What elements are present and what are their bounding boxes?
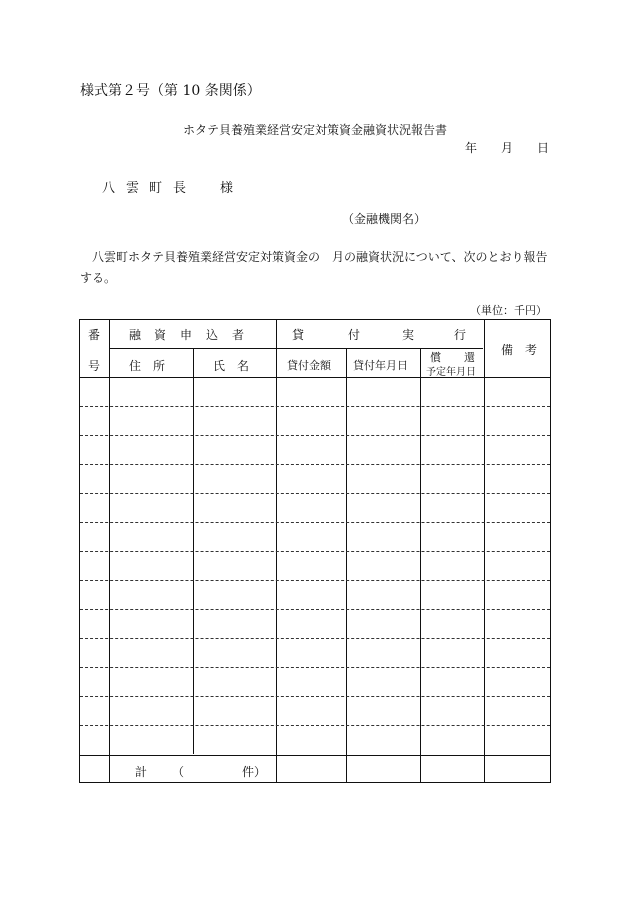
footer-paren-open: （ xyxy=(172,765,185,779)
header-repayment-sub: 予定年月日 xyxy=(426,367,476,378)
header-applicant-char: 込 xyxy=(206,328,219,342)
header-repayment-char: 償 xyxy=(430,351,441,364)
addressee-char: 長 xyxy=(173,181,187,196)
header-lending-char: 貸 xyxy=(292,328,305,342)
header-number-top: 番 xyxy=(88,328,101,342)
header-applicant-char: 資 xyxy=(154,328,167,342)
header-lending-char: 実 xyxy=(402,328,415,342)
header-loan-amount: 貸付金額 xyxy=(287,359,331,372)
addressee-char: 八 xyxy=(102,181,116,196)
header-applicant-char: 融 xyxy=(129,328,142,342)
footer-total-label: 計 xyxy=(135,765,148,779)
header-address: 住 所 xyxy=(129,359,166,373)
document-title: ホタテ貝養殖業経営安定対策資金融資状況報告書 xyxy=(182,123,447,137)
header-applicant-char: 者 xyxy=(232,328,245,342)
header-remarks: 備 考 xyxy=(501,343,538,357)
body-text: 八雲町ホタテ貝養殖業経営安定対策資金の 月の融資状況について、次のとおり報告する。 xyxy=(80,250,548,285)
date-month-label: 月 xyxy=(501,141,514,155)
addressee-honorific: 様 xyxy=(220,181,234,196)
header-repayment-char: 還 xyxy=(464,351,475,364)
addressee-char: 雲 xyxy=(126,181,140,196)
addressee-char: 町 xyxy=(149,181,163,196)
header-name: 氏 名 xyxy=(213,359,250,373)
unit-label: （単位：千円） xyxy=(470,304,547,317)
footer-count-close: 件） xyxy=(242,765,267,779)
loan-status-table xyxy=(79,319,551,783)
header-number-bottom: 号 xyxy=(88,359,101,373)
header-loan-date: 貸付年月日 xyxy=(353,359,408,372)
header-lending-char: 行 xyxy=(454,328,467,342)
date-year-label: 年 xyxy=(465,141,478,155)
form-number: 様式第２号（第 10 条関係） xyxy=(80,83,261,99)
date-day-label: 日 xyxy=(537,141,550,155)
header-lending-char: 付 xyxy=(348,328,361,342)
bank-name-label: （金融機関名） xyxy=(342,212,427,226)
header-applicant-char: 申 xyxy=(180,328,193,342)
